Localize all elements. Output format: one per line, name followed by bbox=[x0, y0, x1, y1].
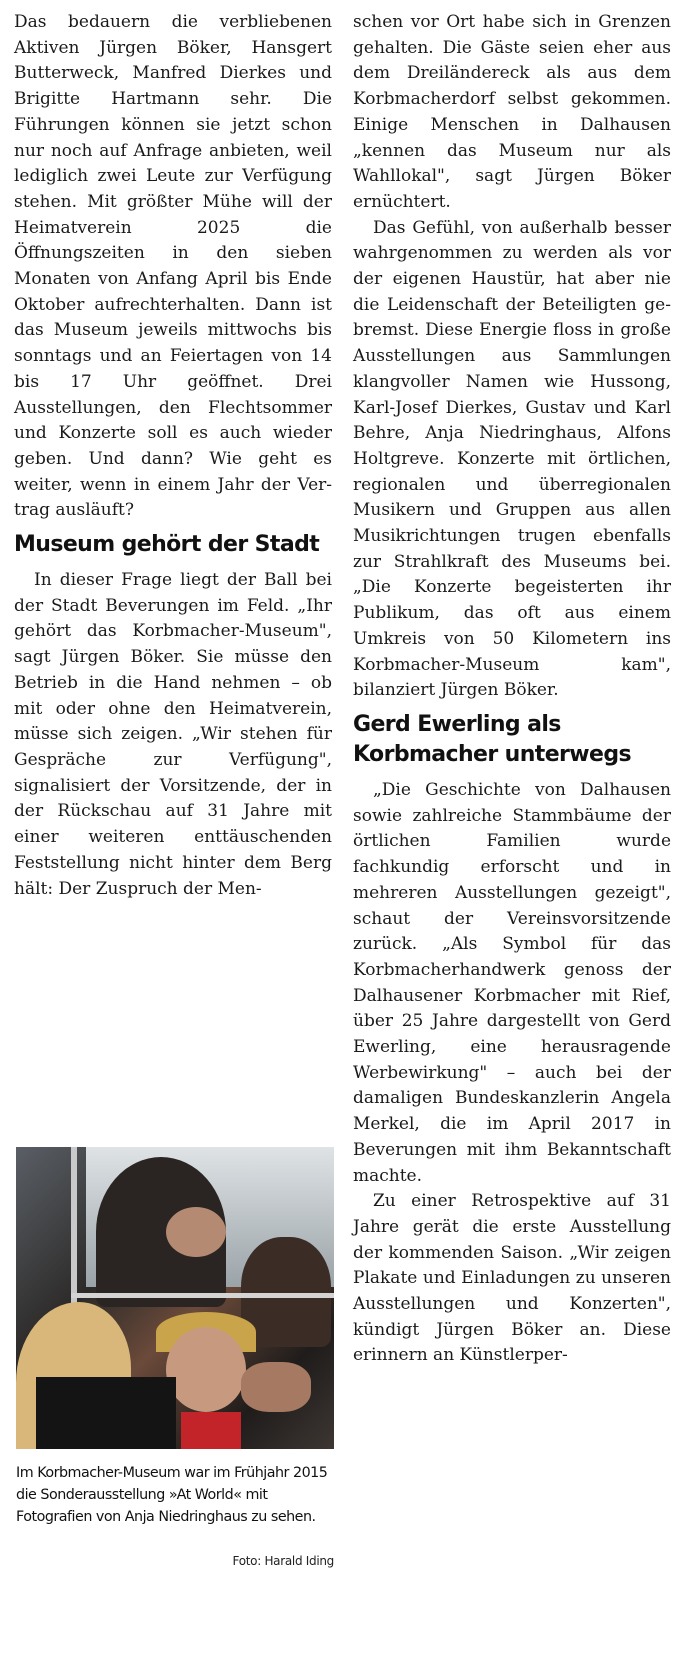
right-column bbox=[353, 10, 671, 1369]
paragraph: schen vor Ort habe sich in Grenzen gehalten. Die Gäste seien eher aus dem Dreiländereck als aus dem Korbmacherdorf selbst gekommen. Einige Menschen in Dalhausen „kennen das Museum nur als Wahllokal", sagt Jürgen Böker ernüchtert. bbox=[353, 12, 671, 212]
paragraph: Zu einer Retrospektive auf 31 Jahre gerät die erste Ausstellung der kommenden Saison. „Wir zeigen Plakate und Einladungen zu unseren Ausstellungen und Konzerten", kündigt Jürgen Böker an. Diese erinnern an Künstlerper- bbox=[353, 1191, 671, 1366]
caption-text: Im Korbmacher-Museum war im Frühjahr 2015 die Sonderausstellung »At World« mit Fotografien von Anja Niedringhaus zu sehen. bbox=[16, 1465, 328, 1525]
paragraph: Das bedauern die verbliebenen Aktiven Jürgen Böker, Hansgert Butterweck, Manfred Dierkes und Brigitte Hartmann sehr. Die Führungen können sie jetzt schon nur noch auf Anfrage anbieten, weil lediglich zwei Leute zur Verfügung stehen. Mit größter Mühe will der Heimatverein 2025 die Öffnungszeiten in den sieben Monaten von Anfang April bis Ende Oktober aufrechterhalten. Dann ist das Museum jeweils mittwochs bis sonntags und an Feiertagen von 14 bis 17 Uhr geöffnet. Drei Ausstellungen, den Flechtsommer und Konzerte soll es auch wieder geben. Und dann? Wie geht es weiter, wenn in einem Jahr der Vertrag ausläuft? bbox=[14, 12, 332, 521]
paragraph: In dieser Frage liegt der Ball bei der Stadt Beverungen im Feld. „Ihr gehört das Korbmacher-Museum", sagt Jürgen Böker. Sie müsse den Betrieb in die Hand nehmen – ob mit oder ohne den Heimatverein, müsse sich zeigen. „Wir stehen für Gespräche zur Verfügung", signalisiert der Vorsitzende, der in der Rückschau auf 31 Jahre mit einer weiteren enttäuschenden Feststellung nicht hinter dem Berg hält: Der Zuspruch der Men- bbox=[14, 570, 332, 899]
paragraph: Das Gefühl, von außerhalb besser wahrgenommen zu werden als vor der eigenen Haustür, hat aber nie die Leidenschaft der Beteiligten gebremst. Diese Energie floss in große Ausstellungen aus Sammlungen klangvoller Namen wie Hussong, Karl-Josef Dierkes, Gustav und Karl Behre, Anja Niedringhaus, Alfons Holtgreve. Konzerte mit örtlichen, regionalen und überregionalen Musikern und Gruppen aus allen Musikrichtungen trugen ebenfalls zur Strahlkraft des Museums bei. „Die Konzerte begeisterten ihr Publikum, das oft aus einem Umkreis von 50 Kilometern ins Korbmacher-Museum kam", bilanziert Jürgen Böker. bbox=[353, 217, 671, 701]
photo-credit: Foto: Harald Iding bbox=[232, 1554, 334, 1568]
left-column bbox=[14, 10, 332, 902]
paragraph: „Die Geschichte von Dalhausen sowie zahlreiche Stammbäume der örtlichen Familien wurde fachkundig erforscht und in mehreren Ausstellungen gezeigt", schaut der Vereinsvorsitzende zurück. „Als Symbol für das Korbmacherhandwerk genoss der Dalhausener Korbmacher mit Rief, über 25 Jahre dargestellt von Gerd Ewerling, eine herausragende Werbewirkung" – auch bei der damaligen Bundeskanzlerin Angela Merkel, die im April 2017 in Beverungen mit ihm Bekanntschaft machte. bbox=[353, 779, 671, 1186]
subheading-museum: Museum gehört der Stadt bbox=[14, 532, 320, 558]
subheading-ewerling: Gerd Ewerling als Korbmacher unterwegs bbox=[353, 711, 631, 767]
photo-caption bbox=[16, 1462, 334, 1568]
news-photo bbox=[16, 1147, 334, 1449]
